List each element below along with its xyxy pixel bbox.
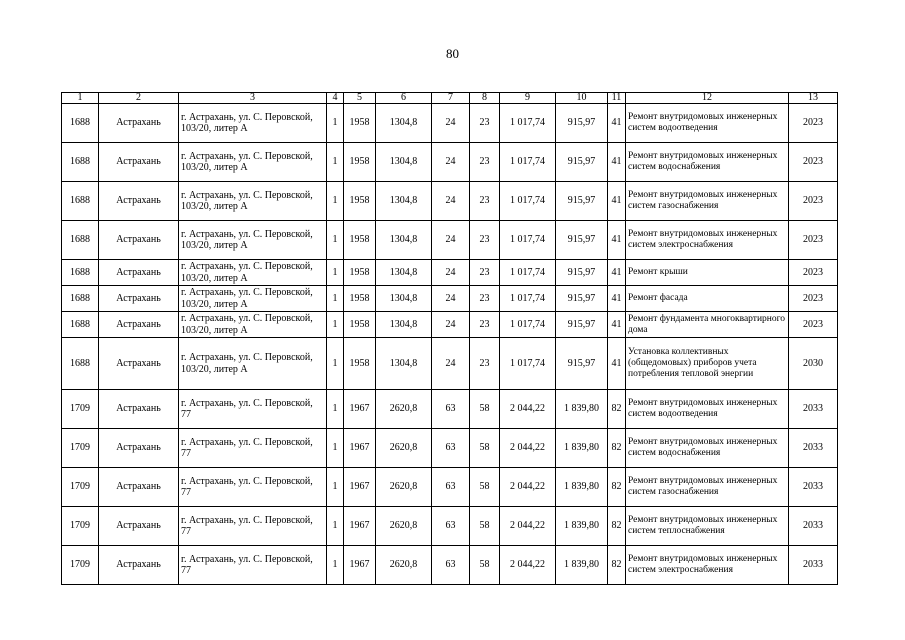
city-cell: Астрахань <box>99 390 179 429</box>
address-cell: г. Астрахань, ул. С. Перовской, 77 <box>179 507 327 546</box>
count-b-cell: 58 <box>470 546 500 585</box>
work-type-cell: Ремонт внутридомовых инженерных систем газоснабжения <box>626 468 789 507</box>
wear-cell: 41 <box>608 221 626 260</box>
address-cell: г. Астрахань, ул. С. Перовской, 103/20, литер А <box>179 338 327 390</box>
address-cell: г. Астрахань, ул. С. Перовской, 103/20, литер А <box>179 143 327 182</box>
wear-cell: 41 <box>608 338 626 390</box>
count-a-cell: 24 <box>432 182 470 221</box>
column-header: 12 <box>626 93 789 104</box>
total-area-cell: 1304,8 <box>376 338 432 390</box>
cost-a-cell: 1 017,74 <box>500 286 556 312</box>
work-type-cell: Ремонт фасада <box>626 286 789 312</box>
column-header: 7 <box>432 93 470 104</box>
year-cell: 1958 <box>344 286 376 312</box>
year-cell: 1967 <box>344 507 376 546</box>
planned-year-cell: 2033 <box>789 429 838 468</box>
year-cell: 1967 <box>344 390 376 429</box>
wear-cell: 82 <box>608 429 626 468</box>
address-cell: г. Астрахань, ул. С. Перовской, 103/20, литер А <box>179 182 327 221</box>
work-type-cell: Установка коллективных (общедомовых) приборов учета потребления тепловой энергии <box>626 338 789 390</box>
work-type-cell: Ремонт внутридомовых инженерных систем газоснабжения <box>626 182 789 221</box>
cost-a-cell: 1 017,74 <box>500 143 556 182</box>
section-cell: 1 <box>327 338 344 390</box>
section-cell: 1 <box>327 104 344 143</box>
house-id-cell: 1709 <box>62 429 99 468</box>
column-header: 3 <box>179 93 327 104</box>
address-cell: г. Астрахань, ул. С. Перовской, 103/20, литер А <box>179 260 327 286</box>
count-b-cell: 58 <box>470 429 500 468</box>
count-b-cell: 58 <box>470 468 500 507</box>
cost-a-cell: 2 044,22 <box>500 390 556 429</box>
total-area-cell: 1304,8 <box>376 104 432 143</box>
work-type-cell: Ремонт внутридомовых инженерных систем водоснабжения <box>626 429 789 468</box>
house-id-cell: 1709 <box>62 507 99 546</box>
address-cell: г. Астрахань, ул. С. Перовской, 77 <box>179 390 327 429</box>
section-cell: 1 <box>327 312 344 338</box>
count-b-cell: 23 <box>470 338 500 390</box>
table-row <box>62 338 838 390</box>
count-a-cell: 24 <box>432 104 470 143</box>
cost-b-cell: 915,97 <box>556 182 608 221</box>
wear-cell: 41 <box>608 286 626 312</box>
cost-a-cell: 2 044,22 <box>500 546 556 585</box>
planned-year-cell: 2030 <box>789 338 838 390</box>
wear-cell: 82 <box>608 390 626 429</box>
work-type-cell: Ремонт внутридомовых инженерных систем электроснабжения <box>626 546 789 585</box>
count-a-cell: 63 <box>432 468 470 507</box>
work-type-cell: Ремонт фундамента многоквартирного дома <box>626 312 789 338</box>
cost-b-cell: 915,97 <box>556 260 608 286</box>
city-cell: Астрахань <box>99 338 179 390</box>
section-cell: 1 <box>327 221 344 260</box>
table-row <box>62 390 838 429</box>
planned-year-cell: 2023 <box>789 221 838 260</box>
column-number-row <box>62 93 838 104</box>
total-area-cell: 1304,8 <box>376 182 432 221</box>
year-cell: 1958 <box>344 221 376 260</box>
house-id-cell: 1688 <box>62 182 99 221</box>
planned-year-cell: 2033 <box>789 390 838 429</box>
house-id-cell: 1688 <box>62 221 99 260</box>
table-row <box>62 182 838 221</box>
wear-cell: 41 <box>608 312 626 338</box>
total-area-cell: 2620,8 <box>376 507 432 546</box>
planned-year-cell: 2023 <box>789 182 838 221</box>
year-cell: 1958 <box>344 182 376 221</box>
cost-b-cell: 915,97 <box>556 312 608 338</box>
count-a-cell: 24 <box>432 286 470 312</box>
planned-year-cell: 2033 <box>789 507 838 546</box>
house-id-cell: 1688 <box>62 260 99 286</box>
city-cell: Астрахань <box>99 104 179 143</box>
column-header: 11 <box>608 93 626 104</box>
house-id-cell: 1688 <box>62 104 99 143</box>
cost-a-cell: 1 017,74 <box>500 104 556 143</box>
section-cell: 1 <box>327 390 344 429</box>
wear-cell: 82 <box>608 507 626 546</box>
column-header: 13 <box>789 93 838 104</box>
cost-b-cell: 1 839,80 <box>556 429 608 468</box>
year-cell: 1958 <box>344 260 376 286</box>
total-area-cell: 1304,8 <box>376 143 432 182</box>
section-cell: 1 <box>327 286 344 312</box>
city-cell: Астрахань <box>99 143 179 182</box>
address-cell: г. Астрахань, ул. С. Перовской, 103/20, литер А <box>179 221 327 260</box>
year-cell: 1958 <box>344 312 376 338</box>
address-cell: г. Астрахань, ул. С. Перовской, 103/20, литер А <box>179 104 327 143</box>
planned-year-cell: 2023 <box>789 104 838 143</box>
cost-b-cell: 1 839,80 <box>556 390 608 429</box>
wear-cell: 41 <box>608 182 626 221</box>
work-type-cell: Ремонт крыши <box>626 260 789 286</box>
cost-b-cell: 1 839,80 <box>556 546 608 585</box>
work-type-cell: Ремонт внутридомовых инженерных систем теплоснабжения <box>626 507 789 546</box>
city-cell: Астрахань <box>99 546 179 585</box>
address-cell: г. Астрахань, ул. С. Перовской, 103/20, литер А <box>179 312 327 338</box>
cost-b-cell: 1 839,80 <box>556 468 608 507</box>
section-cell: 1 <box>327 429 344 468</box>
cost-b-cell: 915,97 <box>556 104 608 143</box>
table-row <box>62 546 838 585</box>
total-area-cell: 1304,8 <box>376 221 432 260</box>
cost-a-cell: 2 044,22 <box>500 507 556 546</box>
planned-year-cell: 2023 <box>789 260 838 286</box>
count-b-cell: 23 <box>470 260 500 286</box>
cost-a-cell: 2 044,22 <box>500 429 556 468</box>
section-cell: 1 <box>327 507 344 546</box>
city-cell: Астрахань <box>99 312 179 338</box>
year-cell: 1958 <box>344 143 376 182</box>
planned-year-cell: 2023 <box>789 286 838 312</box>
section-cell: 1 <box>327 468 344 507</box>
wear-cell: 82 <box>608 468 626 507</box>
address-cell: г. Астрахань, ул. С. Перовской, 103/20, литер А <box>179 286 327 312</box>
count-a-cell: 63 <box>432 546 470 585</box>
page-number: 80 <box>446 46 459 61</box>
section-cell: 1 <box>327 260 344 286</box>
count-b-cell: 23 <box>470 182 500 221</box>
city-cell: Астрахань <box>99 260 179 286</box>
house-id-cell: 1709 <box>62 390 99 429</box>
cost-b-cell: 915,97 <box>556 338 608 390</box>
cost-a-cell: 1 017,74 <box>500 182 556 221</box>
total-area-cell: 2620,8 <box>376 546 432 585</box>
count-b-cell: 58 <box>470 390 500 429</box>
count-a-cell: 24 <box>432 221 470 260</box>
cost-b-cell: 915,97 <box>556 221 608 260</box>
column-header: 5 <box>344 93 376 104</box>
house-id-cell: 1688 <box>62 312 99 338</box>
table-row <box>62 468 838 507</box>
house-id-cell: 1688 <box>62 338 99 390</box>
work-type-cell: Ремонт внутридомовых инженерных систем водоснабжения <box>626 143 789 182</box>
address-cell: г. Астрахань, ул. С. Перовской, 77 <box>179 468 327 507</box>
repair-schedule-table <box>61 92 838 585</box>
section-cell: 1 <box>327 143 344 182</box>
planned-year-cell: 2033 <box>789 546 838 585</box>
count-b-cell: 23 <box>470 104 500 143</box>
section-cell: 1 <box>327 182 344 221</box>
count-b-cell: 58 <box>470 507 500 546</box>
wear-cell: 82 <box>608 546 626 585</box>
total-area-cell: 2620,8 <box>376 390 432 429</box>
column-header: 4 <box>327 93 344 104</box>
cost-a-cell: 1 017,74 <box>500 221 556 260</box>
city-cell: Астрахань <box>99 429 179 468</box>
count-b-cell: 23 <box>470 221 500 260</box>
section-cell: 1 <box>327 546 344 585</box>
total-area-cell: 1304,8 <box>376 260 432 286</box>
count-a-cell: 63 <box>432 390 470 429</box>
total-area-cell: 1304,8 <box>376 312 432 338</box>
year-cell: 1958 <box>344 104 376 143</box>
total-area-cell: 1304,8 <box>376 286 432 312</box>
count-a-cell: 24 <box>432 312 470 338</box>
wear-cell: 41 <box>608 260 626 286</box>
city-cell: Астрахань <box>99 468 179 507</box>
table-row <box>62 286 838 312</box>
cost-b-cell: 915,97 <box>556 143 608 182</box>
planned-year-cell: 2033 <box>789 468 838 507</box>
column-header: 6 <box>376 93 432 104</box>
table-row <box>62 143 838 182</box>
house-id-cell: 1688 <box>62 286 99 312</box>
column-header: 9 <box>500 93 556 104</box>
table-row <box>62 260 838 286</box>
wear-cell: 41 <box>608 104 626 143</box>
work-type-cell: Ремонт внутридомовых инженерных систем электроснабжения <box>626 221 789 260</box>
city-cell: Астрахань <box>99 182 179 221</box>
work-type-cell: Ремонт внутридомовых инженерных систем водоотведения <box>626 104 789 143</box>
city-cell: Астрахань <box>99 286 179 312</box>
table-row <box>62 429 838 468</box>
total-area-cell: 2620,8 <box>376 468 432 507</box>
year-cell: 1967 <box>344 468 376 507</box>
column-header: 8 <box>470 93 500 104</box>
count-a-cell: 63 <box>432 429 470 468</box>
wear-cell: 41 <box>608 143 626 182</box>
column-header: 10 <box>556 93 608 104</box>
house-id-cell: 1709 <box>62 468 99 507</box>
year-cell: 1967 <box>344 429 376 468</box>
address-cell: г. Астрахань, ул. С. Перовской, 77 <box>179 546 327 585</box>
column-header: 1 <box>62 93 99 104</box>
planned-year-cell: 2023 <box>789 143 838 182</box>
city-cell: Астрахань <box>99 221 179 260</box>
count-a-cell: 24 <box>432 143 470 182</box>
planned-year-cell: 2023 <box>789 312 838 338</box>
table-row <box>62 221 838 260</box>
count-b-cell: 23 <box>470 286 500 312</box>
city-cell: Астрахань <box>99 507 179 546</box>
cost-b-cell: 915,97 <box>556 286 608 312</box>
count-a-cell: 24 <box>432 338 470 390</box>
year-cell: 1958 <box>344 338 376 390</box>
cost-a-cell: 1 017,74 <box>500 338 556 390</box>
cost-b-cell: 1 839,80 <box>556 507 608 546</box>
table-row <box>62 507 838 546</box>
house-id-cell: 1709 <box>62 546 99 585</box>
address-cell: г. Астрахань, ул. С. Перовской, 77 <box>179 429 327 468</box>
table-row <box>62 104 838 143</box>
work-type-cell: Ремонт внутридомовых инженерных систем водоотведения <box>626 390 789 429</box>
table-row <box>62 312 838 338</box>
count-b-cell: 23 <box>470 312 500 338</box>
count-a-cell: 24 <box>432 260 470 286</box>
year-cell: 1967 <box>344 546 376 585</box>
column-header: 2 <box>99 93 179 104</box>
total-area-cell: 2620,8 <box>376 429 432 468</box>
cost-a-cell: 2 044,22 <box>500 468 556 507</box>
count-a-cell: 63 <box>432 507 470 546</box>
house-id-cell: 1688 <box>62 143 99 182</box>
cost-a-cell: 1 017,74 <box>500 312 556 338</box>
cost-a-cell: 1 017,74 <box>500 260 556 286</box>
count-b-cell: 23 <box>470 143 500 182</box>
